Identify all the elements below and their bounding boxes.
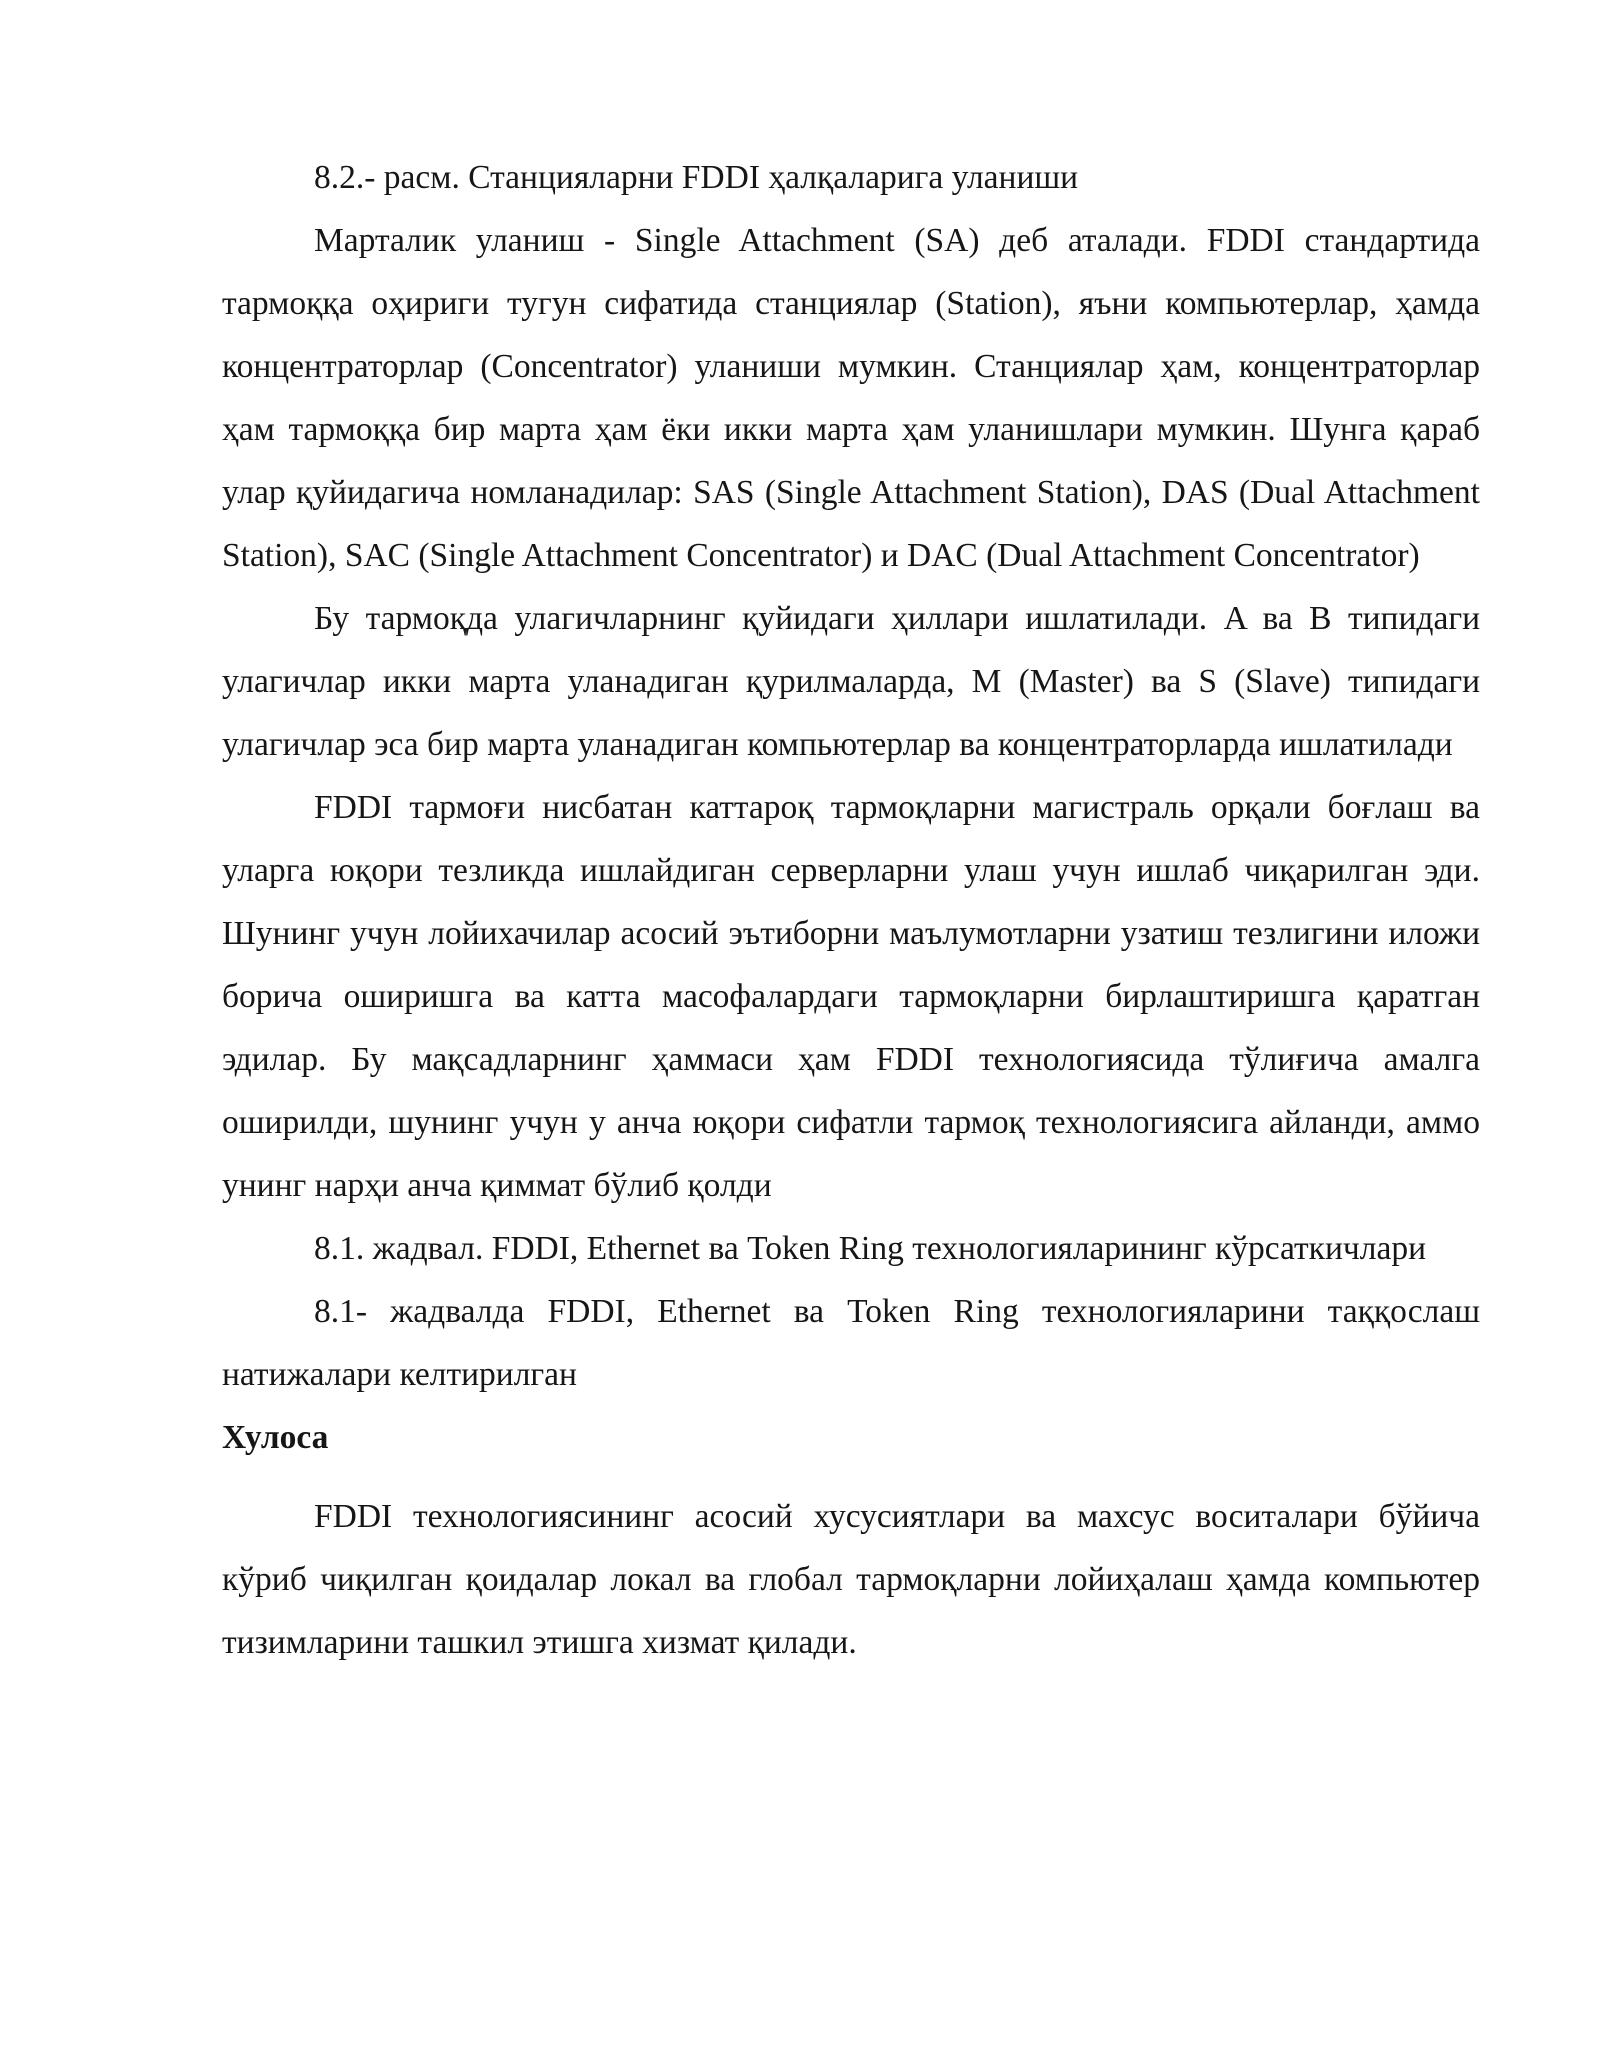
table-caption: 8.1. жадвал. FDDI, Ethernet ва Token Ring технологияларининг кўрсаткичлари (314, 1230, 1426, 1267)
paragraph-fddi-purpose: FDDI тармоғи нисбатан каттароқ тармоқларни магистраль орқали боғлаш ва уларга юқори тезликда ишлайдиган серверларни улаш учун ишлаб чиқарилган эди. Шунинг учун лойихачилар асосий эътиборни маълумотларни узатиш тезлигини иложи борича оширишга ва катта масофалардаги тармоқларни бирлаштиришга қаратган эдилар. Бу мақсадларнинг ҳаммаси ҳам FDDI технологиясида тўлиғича амалга оширилди, шунинг учун у анча юқори сифатли тармоқ технологиясига айланди, аммо унинг нарҳи анча қиммат бўлиб қолди (222, 789, 1480, 1204)
paragraph-single-attachment: Марталик уланиш - Single Attachment (SA) деб аталади. FDDI стандартида тармоққа оҳириги тугун сифатида станциялар (Station), яъни компьютерлар, ҳамда концентраторлар (Concentrator) уланиши мумкин. Станциялар ҳам, концентраторлар ҳам тармоққа бир марта ҳам ёки икки марта ҳам уланишлари мумкин. Шунга қараб улар қуйидагича номланадилар: SAS (Single Attachment Station), DAS (Dual Attachment Station), SAC (Single Attachment Concentrator) и DAC (Dual Attachment Concentrator) (222, 222, 1480, 574)
paragraph-table-reference: 8.1- жадвалда FDDI, Ethernet ва Token Ring технологияларини таққослаш натижалари келтирилган (222, 1293, 1480, 1393)
conclusion-paragraph: FDDI технологиясининг асосий хусусиятлари ва махсус воситалари бўйича кўриб чиқилган қоидалар локал ва глобал тармоқларни лойиҳалаш ҳамда компьютер тизимларини ташкил этишга хизмат қилади. (222, 1498, 1480, 1661)
document-page (222, 146, 1480, 1674)
figure-caption: 8.2.- расм. Станцияларни FDDI ҳалқаларига уланиши (314, 159, 1079, 196)
conclusion-heading: Хулоса (222, 1419, 329, 1456)
paragraph-connector-types: Бу тармоқда улагичларнинг қуйидаги ҳиллари ишлатилади. A ва B типидаги улагичлар икки марта уланадиган қурилмаларда, M (Master) ва S (Slave) типидаги улагичлар эса бир марта уланадиган компьютерлар ва концентраторларда ишлатилади (222, 600, 1480, 763)
